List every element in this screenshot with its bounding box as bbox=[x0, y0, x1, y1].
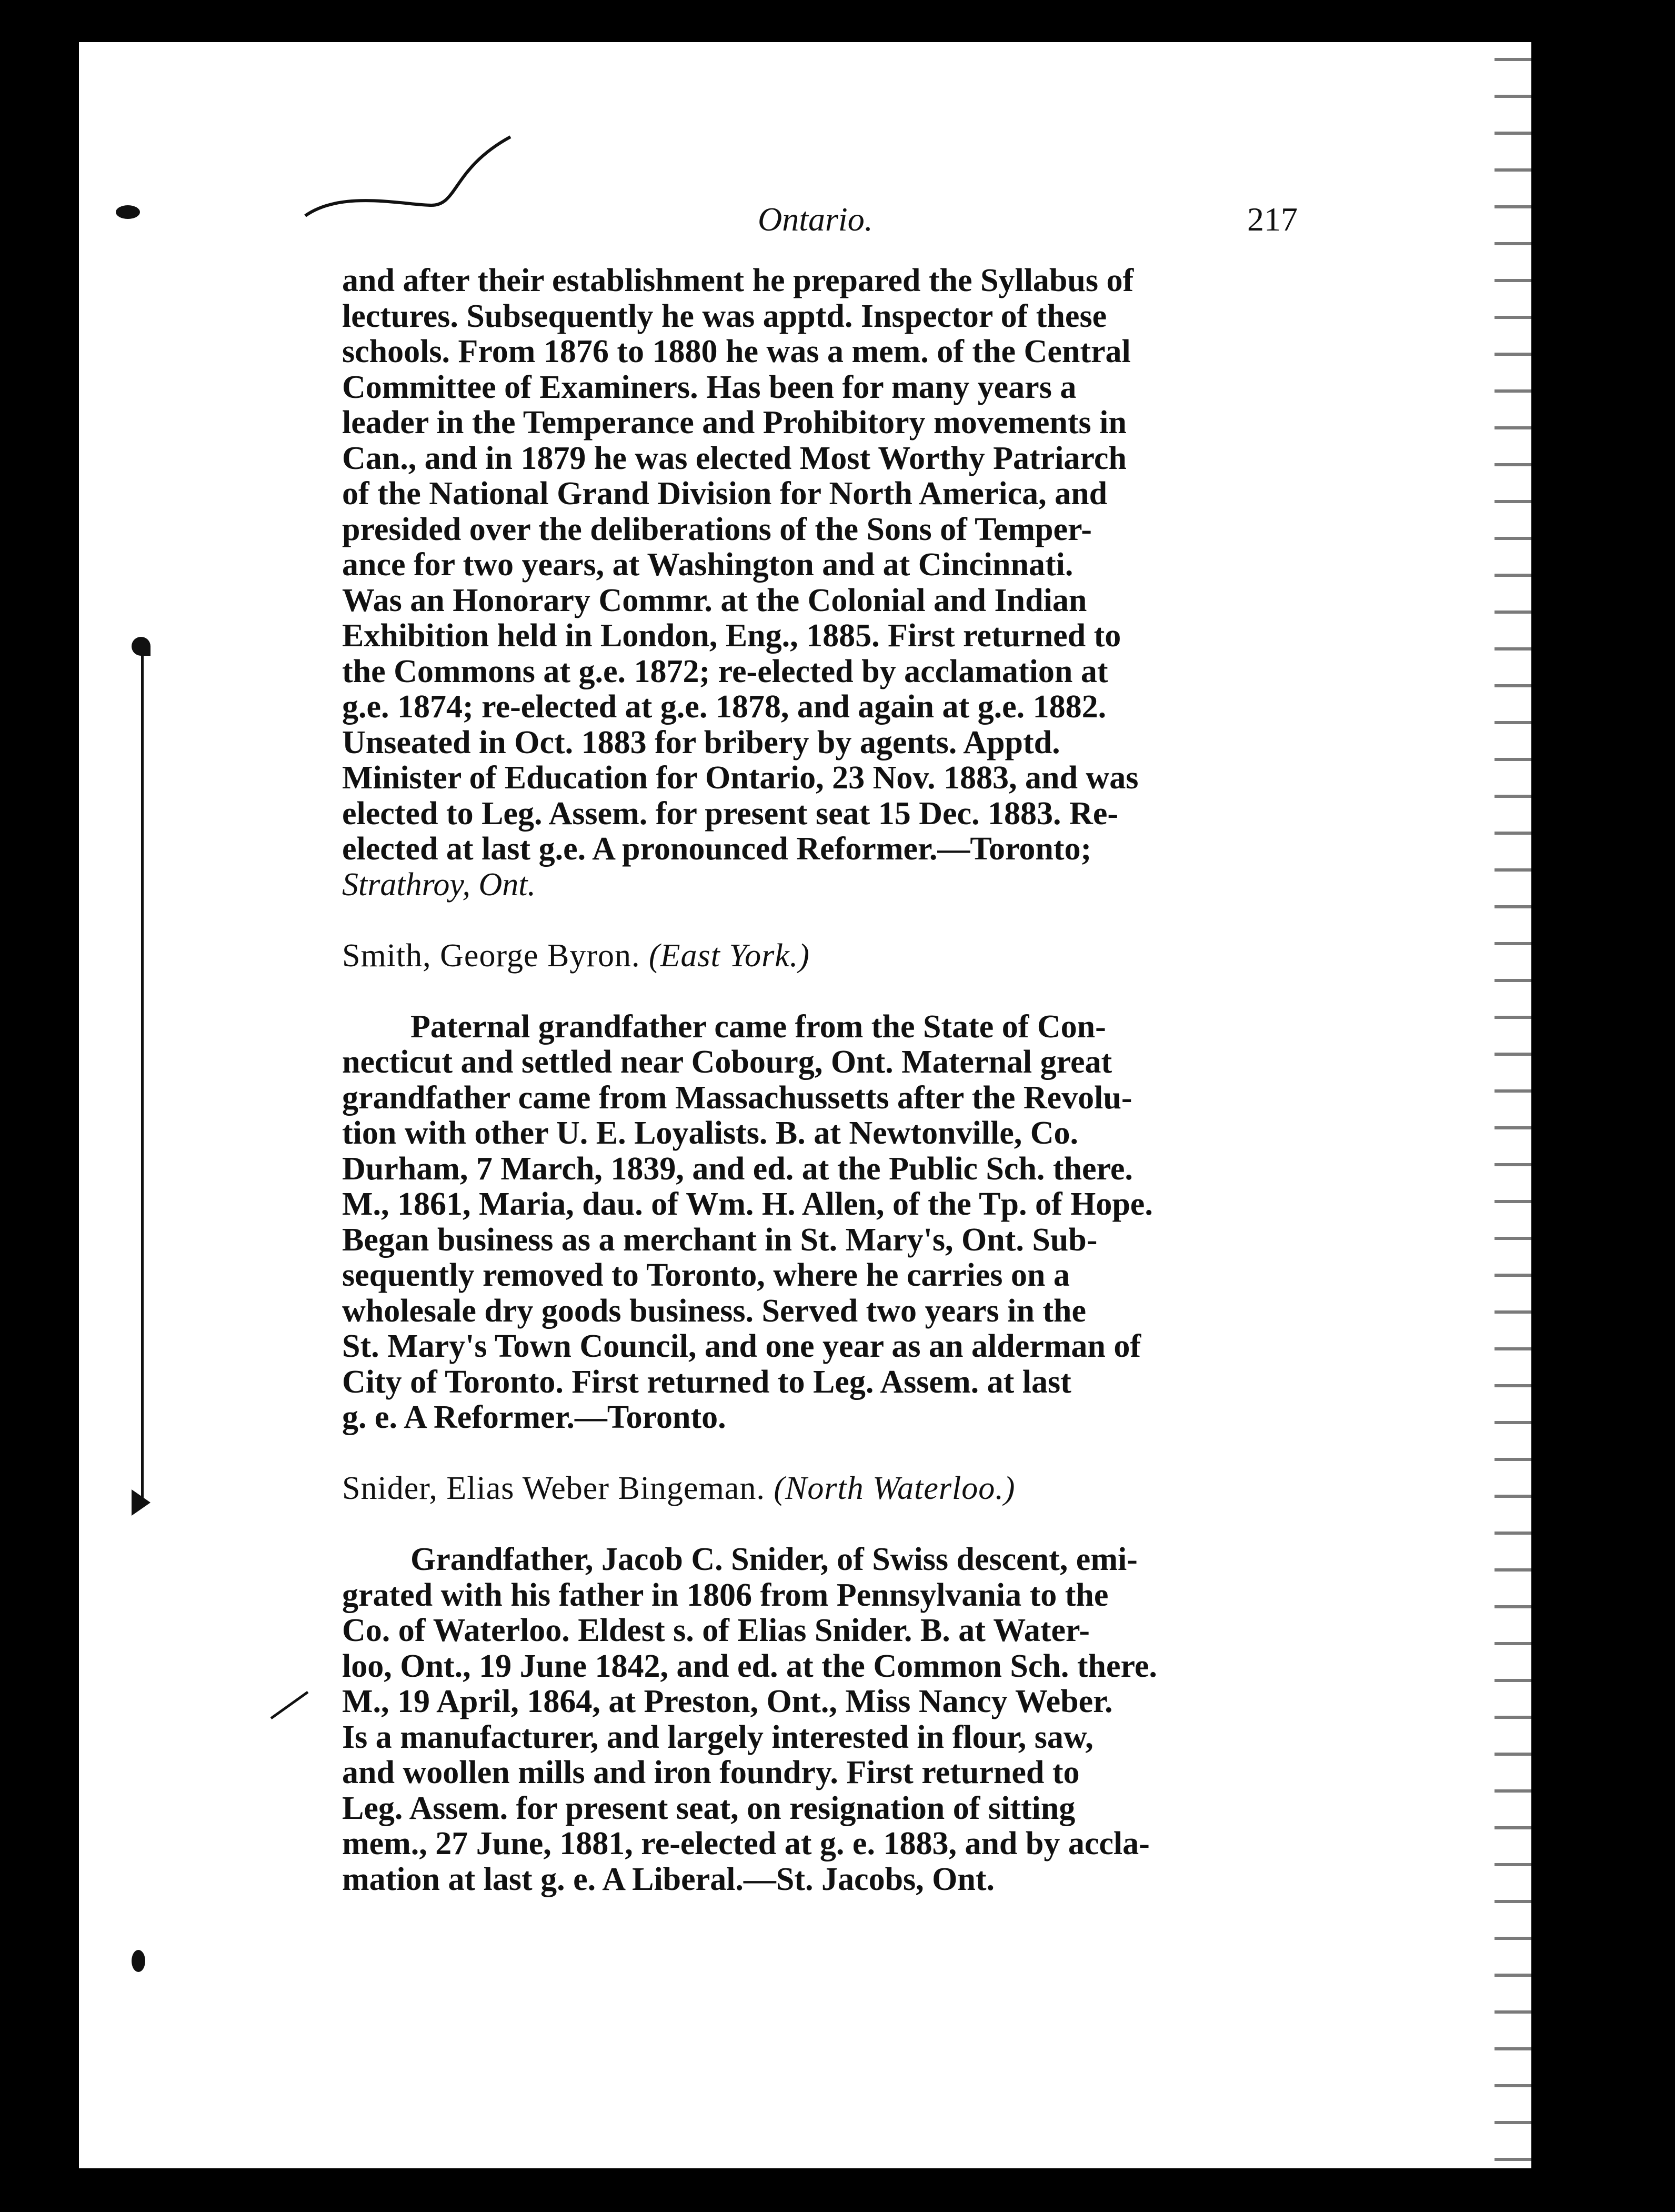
text-line: schools. From 1876 to 1880 he was a mem. of the Central bbox=[342, 334, 1131, 369]
text-line: Unseated in Oct. 1883 for bribery by agents. Apptd. bbox=[342, 725, 1060, 760]
binding-edge-strip bbox=[1495, 42, 1531, 2168]
page-body bbox=[342, 263, 1326, 1897]
text-line: elected at last g.e. A pronounced Reformer.—Toronto; bbox=[342, 832, 1092, 867]
text-line: sequently removed to Toronto, where he carries on a bbox=[342, 1258, 1070, 1293]
page-header bbox=[79, 200, 1531, 253]
text-line: mation at last g. e. A Liberal.—St. Jacobs, Ont. bbox=[342, 1861, 995, 1897]
text-line: and woollen mills and iron foundry. First returned to bbox=[342, 1755, 1080, 1790]
text-line: Durham, 7 March, 1839, and ed. at the Public Sch. there. bbox=[342, 1151, 1133, 1187]
text-line: lectures. Subsequently he was apptd. Inspector of these bbox=[342, 298, 1107, 334]
text-line: Leg. Assem. for present seat, on resignation of sitting bbox=[342, 1790, 1076, 1826]
entry-body-smith bbox=[342, 1009, 1326, 1436]
text-line: Began business as a merchant in St. Mary's, Ont. Sub- bbox=[342, 1222, 1098, 1258]
page-number: 217 bbox=[1247, 201, 1298, 238]
margin-dot-mark bbox=[132, 1950, 145, 1972]
text-line: necticut and settled near Cobourg, Ont. Maternal great bbox=[342, 1045, 1112, 1080]
text-line: City of Toronto. First returned to Leg. Assem. at last bbox=[342, 1364, 1071, 1400]
text-line: Committee of Examiners. Has been for many years a bbox=[342, 369, 1077, 405]
text-line: the Commons at g.e. 1872; re-elected by acclamation at bbox=[342, 654, 1108, 689]
text-line: g.e. 1874; re-elected at g.e. 1878, and again at g.e. 1882. bbox=[342, 689, 1107, 725]
text-line: St. Mary's Town Council, and one year as an alderman of bbox=[342, 1329, 1141, 1364]
entry-heading-snider bbox=[342, 1471, 1326, 1507]
entry-name: Smith, George Byron. bbox=[342, 938, 640, 974]
entry-constituency: (North Waterloo.) bbox=[774, 1471, 1016, 1506]
text-line: of the National Grand Division for North America, and bbox=[342, 476, 1108, 512]
entry-name: Snider, Elias Weber Bingeman. bbox=[342, 1471, 765, 1506]
text-line: wholesale dry goods business. Served two years in the bbox=[342, 1293, 1087, 1329]
text-line: Exhibition held in London, Eng., 1885. First returned to bbox=[342, 618, 1121, 654]
text-line: M., 19 April, 1864, at Preston, Ont., Miss Nancy Weber. bbox=[342, 1684, 1113, 1719]
text-line: Minister of Education for Ontario, 23 Nov. 1883, and was bbox=[342, 760, 1139, 796]
entry-heading-smith bbox=[342, 938, 1326, 974]
text-line: Was an Honorary Commr. at the Colonial and Indian bbox=[342, 583, 1087, 618]
spacer bbox=[342, 903, 1326, 938]
spacer bbox=[342, 974, 1326, 1009]
entry-body-snider bbox=[342, 1542, 1326, 1897]
text-line: and after their establishment he prepared the Syllabus of bbox=[342, 263, 1134, 298]
text-line: Can., and in 1879 he was elected Most Worthy Patriarch bbox=[342, 441, 1127, 476]
paragraph-continued bbox=[342, 263, 1326, 903]
text-line: Co. of Waterloo. Eldest s. of Elias Snider. B. at Water- bbox=[342, 1613, 1090, 1648]
entry-constituency: (East York.) bbox=[649, 938, 810, 974]
text-line: M., 1861, Maria, dau. of Wm. H. Allen, of the Tp. of Hope. bbox=[342, 1187, 1153, 1222]
spacer bbox=[342, 1436, 1326, 1472]
text-line: mem., 27 June, 1881, re-elected at g. e. 1883, and by accla- bbox=[342, 1826, 1150, 1861]
running-title: Ontario. bbox=[758, 201, 873, 238]
margin-bracket-line bbox=[141, 647, 144, 1505]
text-line: Grandfather, Jacob C. Snider, of Swiss descent, emi- bbox=[410, 1542, 1138, 1577]
text-line: grandfather came from Massachussetts after the Revolu- bbox=[342, 1080, 1132, 1116]
document-page bbox=[79, 42, 1531, 2168]
text-line: Paternal grandfather came from the State of Con- bbox=[410, 1009, 1106, 1045]
text-line: Is a manufacturer, and largely interested in flour, saw, bbox=[342, 1719, 1094, 1755]
text-line: elected to Leg. Assem. for present seat 15 Dec. 1883. Re- bbox=[342, 796, 1118, 832]
text-line: Strathroy, Ont. bbox=[342, 867, 536, 903]
text-line: presided over the deliberations of the Sons of Temper- bbox=[342, 512, 1092, 547]
text-line: grated with his father in 1806 from Pennsylvania to the bbox=[342, 1577, 1109, 1613]
text-line: tion with other U. E. Loyalists. B. at Newtonville, Co. bbox=[342, 1116, 1079, 1151]
pencil-tick-mark bbox=[268, 1689, 310, 1721]
text-line: g. e. A Reformer.—Toronto. bbox=[342, 1400, 726, 1435]
text-line: loo, Ont., 19 June 1842, and ed. at the Common Sch. there. bbox=[342, 1648, 1157, 1684]
text-line: leader in the Temperance and Prohibitory movements in bbox=[342, 405, 1127, 441]
text-line: ance for two years, at Washington and at Cincinnati. bbox=[342, 547, 1074, 583]
spacer bbox=[342, 1507, 1326, 1543]
